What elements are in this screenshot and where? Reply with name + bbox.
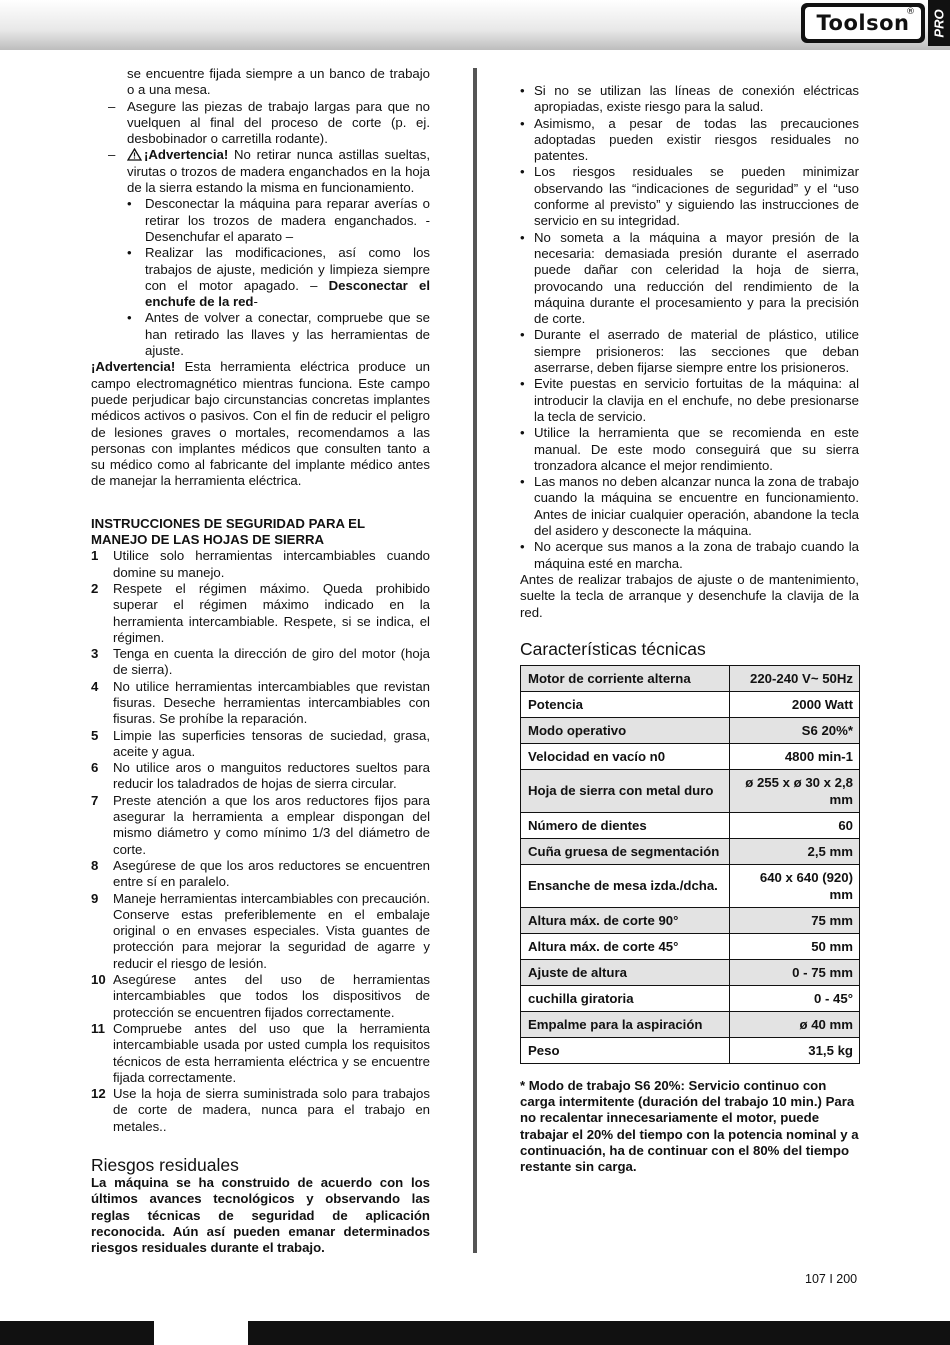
sub-bullet-item	[91, 310, 430, 359]
bullet-text: Las manos no deben alcanzar nunca la zona de trabajo cuando la máquina se encuentre en funcionamiento. Antes de iniciar cualquier operación, abandone la tecla del asidero y desconecte la máquina.	[534, 474, 859, 539]
footer-bar	[0, 1321, 950, 1345]
spec-value: 220-240 V~ 50Hz	[730, 665, 860, 691]
spec-row	[521, 933, 860, 959]
numbered-item	[91, 679, 430, 728]
item-number: 2	[91, 580, 99, 596]
dash-item	[91, 99, 430, 148]
bullet-text: Utilice la herramienta que se recomienda en este manual. De este modo conseguirá que su sierra tronzadora alcance el mejor rendimiento.	[534, 425, 859, 473]
spec-value: 60	[730, 812, 860, 838]
bullet-marker: •	[520, 115, 525, 131]
spec-row	[521, 1011, 860, 1037]
bullet-item	[520, 230, 859, 328]
brand-name: Toolson ®	[816, 7, 916, 35]
spec-label: Velocidad en vacío n0	[521, 743, 730, 769]
spec-value: 50 mm	[730, 933, 860, 959]
numbered-item	[91, 760, 430, 793]
column-divider	[473, 68, 477, 1253]
spec-value: 75 mm	[730, 907, 860, 933]
item-text: No utilice herramientas intercambiables que revistan fisuras. Deseche herramientas intercambiables con fisuras. Se prohíbe la reparación.	[113, 678, 430, 727]
spec-row	[521, 812, 860, 838]
item-number: 11	[91, 1020, 105, 1036]
sub-bullet-bold-text: Desconectar el enchufe de la red	[145, 277, 430, 310]
spec-label: Peso	[521, 1037, 730, 1063]
numbered-item	[91, 972, 430, 1021]
item-number: 10	[91, 972, 106, 988]
numbered-item	[91, 793, 430, 858]
numbered-item	[91, 858, 430, 891]
bullet-marker: •	[520, 229, 525, 245]
item-number: 3	[91, 646, 99, 662]
bullet-marker: •	[127, 310, 132, 326]
bullet-text: Si no se utilizan las líneas de conexión eléctricas apropiadas, existe riesgo para la salud.	[534, 83, 859, 115]
dash-marker: –	[108, 147, 116, 163]
bullet-item	[520, 539, 859, 572]
spec-label: Altura máx. de corte 45°	[521, 933, 730, 959]
dash-marker: –	[108, 98, 116, 114]
tech-specs-table	[520, 665, 860, 1064]
spec-row	[521, 691, 860, 717]
spacer	[91, 1135, 430, 1155]
numbered-item	[91, 1021, 430, 1086]
spec-label: Número de dientes	[521, 812, 730, 838]
spec-label: Ensanche de mesa izda./dcha.	[521, 864, 730, 907]
spec-value: 2000 Watt	[730, 691, 860, 717]
spec-label: Motor de corriente alterna	[521, 665, 730, 691]
spacer	[91, 490, 430, 516]
bullet-item	[520, 425, 859, 474]
bullet-text: Evite puestas en servicio fortuitas de la máquina: al introducir la clavija en el enchufe, no debe presionarse la tecla de servicio.	[534, 376, 859, 424]
numbered-list	[91, 548, 430, 1135]
bullet-marker: •	[127, 196, 132, 212]
item-number: 7	[91, 792, 99, 808]
residual-risks-heading: Riesgos residuales	[91, 1155, 239, 1175]
numbered-item	[91, 891, 430, 972]
numbered-item	[91, 548, 430, 581]
bullet-marker: •	[127, 245, 132, 261]
item-text: Limpie las superficies tensoras de suciedad, grasa, aceite y agua.	[113, 727, 430, 759]
footer-bar-gap	[154, 1321, 248, 1345]
bullet-item	[520, 83, 859, 116]
section-heading	[91, 516, 430, 549]
bullet-text: Los riesgos residuales se pueden minimizar observando las “indicaciones de seguridad” y el “uso conforme al previsto” y siguiendo las instrucciones de servicio en su integridad.	[534, 164, 859, 229]
spec-value: 4800 min-1	[730, 743, 860, 769]
residual-risks-intro: La máquina se ha construido de acuerdo con los últimos avances tecnológicos y observando las reglas técnicas de seguridad de aplicación reconocida. Aún así pueden emanar determinados riesgos residuales durante el trabajo.	[91, 1175, 430, 1256]
spec-label: Modo operativo	[521, 717, 730, 743]
bullet-text: No someta a la máquina a mayor presión de la necesaria: demasiada presión durante el aserrado puede dañar con celeridad la hoja de sierra, provocando una reducción del rendimiento de la máquina durante el procesamiento y para la precisión de corte.	[534, 229, 859, 327]
continued-text: se encuentre fijada siempre a un banco de trabajo o a una mesa.	[127, 66, 430, 98]
bullet-marker: •	[520, 376, 525, 392]
item-text: Asegúrese de que los aros reductores se encuentren entre sí en paralelo.	[113, 857, 430, 890]
item-text: Use la hoja de sierra suministrada solo para trabajos de corte de madera, nunca para el trabajo en metales..	[113, 1086, 430, 1134]
bullet-marker: •	[520, 474, 525, 490]
item-text: No utilice aros o manguitos reductores sueltos para reducir los taladrados de hojas de sierra circular.	[113, 760, 430, 792]
bullet-item	[520, 116, 859, 165]
bullet-item	[520, 474, 859, 539]
pro-tag	[928, 0, 950, 46]
right-column	[520, 83, 859, 1189]
item-number: 12	[91, 1086, 106, 1102]
spec-value: 640 x 640 (920) mm	[730, 864, 860, 907]
warning-text: No retirar nunca astillas sueltas, virutas o trozos de madera enganchados en la hoja de la sierra estando la misma en funcionamiento.	[127, 147, 430, 196]
numbered-item	[91, 728, 430, 761]
warning-text: Esta herramienta eléctrica produce un campo electromagnético mientras funciona. Este campo puede perjudicar bajo circunstancias concretas implantes médicos activos o pasivos. Con el fin de reducir el peligro de lesiones graves o mortales, recomendamos a las personas con implantes médicos que consulten tanto a su médico como al fabricante del implante médico antes de manejar la herramienta eléctrica.	[91, 359, 430, 489]
warning-triangle-icon	[127, 148, 142, 161]
left-column	[91, 66, 430, 1256]
spec-label: Cuña gruesa de segmentación	[521, 838, 730, 864]
spec-row	[521, 838, 860, 864]
bullet-marker: •	[520, 327, 525, 343]
warning-label: ¡Advertencia!	[144, 147, 229, 163]
bullet-marker: •	[520, 425, 525, 441]
spec-label: Hoja de sierra con metal duro	[521, 769, 730, 812]
bullet-item	[520, 164, 859, 229]
bullet-text: Asimismo, a pesar de todas las precauciones adoptadas pueden existir riesgos residuales no patentes.	[534, 115, 859, 164]
sub-bullet-text: Realizar las modificaciones, así como los trabajos de ajuste, medición y limpieza siempre con el motor apagado. –	[145, 245, 430, 293]
spec-value: 0 - 75 mm	[730, 959, 860, 985]
bullet-marker: •	[520, 539, 525, 555]
item-text: Asegúrese antes del uso de herramientas intercambiables que todos los dispositivos de protección se encuentren fijados correctamente.	[113, 972, 430, 1020]
item-text: Preste atención a que los aros reductores fijos para asegurar la herramienta a emplear dispongan del mismo diámetro y como mínimo 1/3 del diámetro de corte.	[113, 792, 430, 857]
bullet-item	[520, 376, 859, 425]
spec-value: ø 255 x ø 30 x 2,8 mm	[730, 769, 860, 812]
brand-logo	[801, 3, 925, 43]
spec-row	[521, 717, 860, 743]
sub-bullet-item	[91, 196, 430, 245]
item-text: Tenga en cuenta la dirección de giro del motor (hoja de sierra).	[113, 646, 430, 678]
brand-logo-inner	[805, 7, 921, 39]
spec-row	[521, 959, 860, 985]
bullet-text: Durante el aserrado de material de plástico, utilice siempre prisioneros: las secciones que deban aserrarse, deben fijarse siempre entre los prisioneros.	[534, 327, 859, 376]
spec-row	[521, 1037, 860, 1063]
numbered-item	[91, 1086, 430, 1135]
spec-value: ø 40 mm	[730, 1011, 860, 1037]
spec-label: Altura máx. de corte 90°	[521, 907, 730, 933]
item-number: 5	[91, 727, 99, 743]
bullet-list	[520, 83, 859, 572]
warning-label: ¡Advertencia!	[91, 359, 176, 375]
item-text: Maneje herramientas intercambiables con precaución. Conserve estas preferiblemente en el embalaje original o en envases especiales. Vista guantes de protección para mejorar la seguridad de agarre y reducir el riesgo de lesión.	[113, 890, 430, 971]
emf-warning-paragraph	[91, 359, 430, 489]
bullet-marker: •	[520, 83, 525, 98]
sub-bullet-text: Antes de volver a conectar, compruebe que se han retirado las llaves y las herramientas de ajuste.	[145, 310, 430, 359]
footnote: * Modo de trabajo S6 20%: Servicio continuo con carga intermitente (duración del trabajo 10 min.) Para no recalentar innecesariamente el motor, puede trabajar el 20% del tiempo con la potencia nominal y a continuación, ha de continuar con el 80% del tiempo restante sin carga.	[520, 1077, 859, 1175]
bullet-marker: •	[520, 164, 525, 180]
bullet-text: No acerque sus manos a la zona de trabajo cuando la máquina esté en marcha.	[534, 539, 859, 571]
spec-value: 31,5 kg	[730, 1037, 860, 1063]
spec-label: Empalme para la aspiración	[521, 1011, 730, 1037]
section-heading-line-2: MANEJO DE LAS HOJAS DE SIERRA	[91, 532, 325, 548]
item-text: Utilice solo herramientas intercambiables cuando domine su manejo.	[113, 548, 430, 580]
spec-value: S6 20%*	[730, 717, 860, 743]
tech-specs-heading: Características técnicas	[520, 638, 706, 659]
spec-row	[521, 769, 860, 812]
spec-label: cuchilla giratoria	[521, 985, 730, 1011]
pro-tag-label: PRO	[931, 8, 947, 38]
item-text: Compruebe antes del uso que la herramienta intercambiable usada por usted cumpla los requisitos técnicos de esta herramienta eléctrica y se encuentre fijada correctamente.	[113, 1020, 430, 1085]
spec-row	[521, 743, 860, 769]
item-number: 1	[91, 548, 99, 564]
numbered-item	[91, 581, 430, 646]
item-number: 8	[91, 857, 99, 873]
item-text: Respete el régimen máximo. Queda prohibido superar el régimen máximo indicado en la herramienta intercambiable. Respete, si se indica, el régimen.	[113, 580, 430, 645]
section-heading-line-1: INSTRUCCIONES DE SEGURIDAD PARA EL	[91, 515, 366, 531]
spec-row	[521, 665, 860, 691]
sub-bullet-item	[91, 245, 430, 310]
spec-row	[521, 985, 860, 1011]
sub-bullet-text: Desconectar la máquina para reparar averías o retirar los trozos de madera enganchados. - Desenchufar el aparato –	[145, 196, 430, 244]
item-number: 6	[91, 760, 99, 776]
dash-item-text: Asegure las piezas de trabajo largas para que no vuelquen al final del proceso de corte (p. ej. desbobinador o carretilla rodante).	[127, 98, 430, 147]
spec-row	[521, 907, 860, 933]
spec-label: Potencia	[521, 691, 730, 717]
spec-row	[521, 864, 860, 907]
spec-value: 2,5 mm	[730, 838, 860, 864]
registered-mark: ®	[905, 7, 916, 17]
item-number: 9	[91, 890, 99, 906]
spec-label: Ajuste de altura	[521, 959, 730, 985]
numbered-item	[91, 646, 430, 679]
sub-bullet-text-end: -	[253, 294, 258, 310]
bullet-item	[520, 327, 859, 376]
dash-item-warning	[91, 147, 430, 196]
spacer	[520, 621, 859, 639]
spec-value: 0 - 45°	[730, 985, 860, 1011]
item-number: 4	[91, 678, 99, 694]
page-number: 107 I 200	[805, 1272, 858, 1286]
closing-paragraph: Antes de realizar trabajos de ajuste o de mantenimiento, suelte la tecla de arranque y desenchufe la clavija de la red.	[520, 571, 859, 620]
